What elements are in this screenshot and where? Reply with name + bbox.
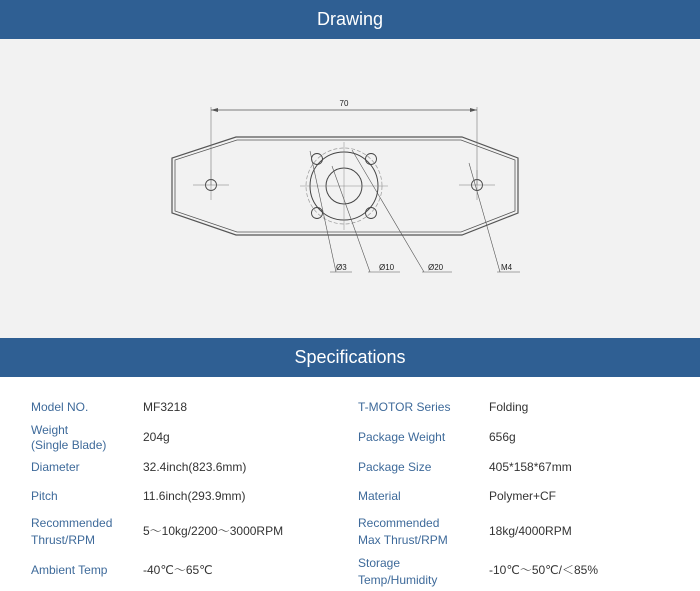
drawing-header: [0, 0, 700, 39]
specifications-header: [0, 338, 700, 377]
spec-value-weight: 204g: [143, 430, 170, 444]
spec-value-package-size: 405*158*67mm: [489, 460, 572, 474]
spec-value-diameter: 32.4inch(823.6mm): [143, 460, 247, 474]
spec-label-package-size: Package Size: [358, 460, 432, 474]
technical-drawing: [0, 39, 700, 338]
spec-value-model: MF3218: [143, 400, 188, 414]
dim-hole-small-label: Ø3: [336, 263, 347, 272]
spec-label-model: Model NO.: [31, 400, 89, 414]
dim-thread-label: M4: [501, 263, 513, 272]
spec-value-max-thrust: 18kg/4000RPM: [489, 524, 572, 538]
dim-arrow-left: [211, 108, 218, 112]
spec-label-pitch: Pitch: [31, 489, 58, 503]
dim-length-label: 70: [339, 99, 349, 108]
drawing-title: Drawing: [316, 9, 384, 29]
spec-label-ambient-temp: Ambient Temp: [31, 563, 108, 577]
leader-bolt-circle: [352, 150, 424, 272]
spec-label-package-weight: Package Weight: [358, 430, 446, 444]
spec-label-material: Material: [358, 489, 401, 503]
spec-value-material: Polymer+CF: [489, 489, 557, 503]
spec-label-max-thrust: Recommended Max Thrust/RPM: [358, 516, 448, 547]
spec-label-diameter: Diameter: [31, 460, 80, 474]
spec-value-series: Folding: [489, 400, 529, 414]
specifications-title: Specifications: [294, 347, 406, 367]
mount-hole-tr: [366, 154, 377, 165]
leader-hole-small: [310, 151, 336, 272]
dim-center-hole-label: Ø10: [379, 263, 395, 272]
mount-hole-tl: [312, 154, 323, 165]
spec-value-recommended: 5～10kg/2200～3000RPM: [143, 524, 284, 538]
specifications-table: [0, 377, 700, 591]
spec-value-storage: -10℃～50℃/＜85%: [489, 563, 598, 577]
spec-label-recommended: Recommended Thrust/RPM: [31, 516, 113, 547]
spec-value-pitch: 11.6inch(293.9mm): [143, 489, 246, 503]
spec-label-series: T-MOTOR Series: [358, 400, 451, 414]
spec-label-storage: Storage Temp/Humidity: [358, 556, 438, 587]
leader-thread: [469, 163, 500, 272]
mount-hole-bl: [312, 208, 323, 219]
mount-hole-br: [366, 208, 377, 219]
hub-drawing-svg: [0, 39, 700, 338]
dim-bolt-circle-label: Ø20: [428, 263, 444, 272]
spec-value-ambient-temp: -40℃～65℃: [143, 563, 213, 577]
dim-arrow-right: [470, 108, 477, 112]
spec-label-weight: Weight (Single Blade): [31, 423, 107, 452]
spec-value-package-weight: 656g: [489, 430, 516, 444]
